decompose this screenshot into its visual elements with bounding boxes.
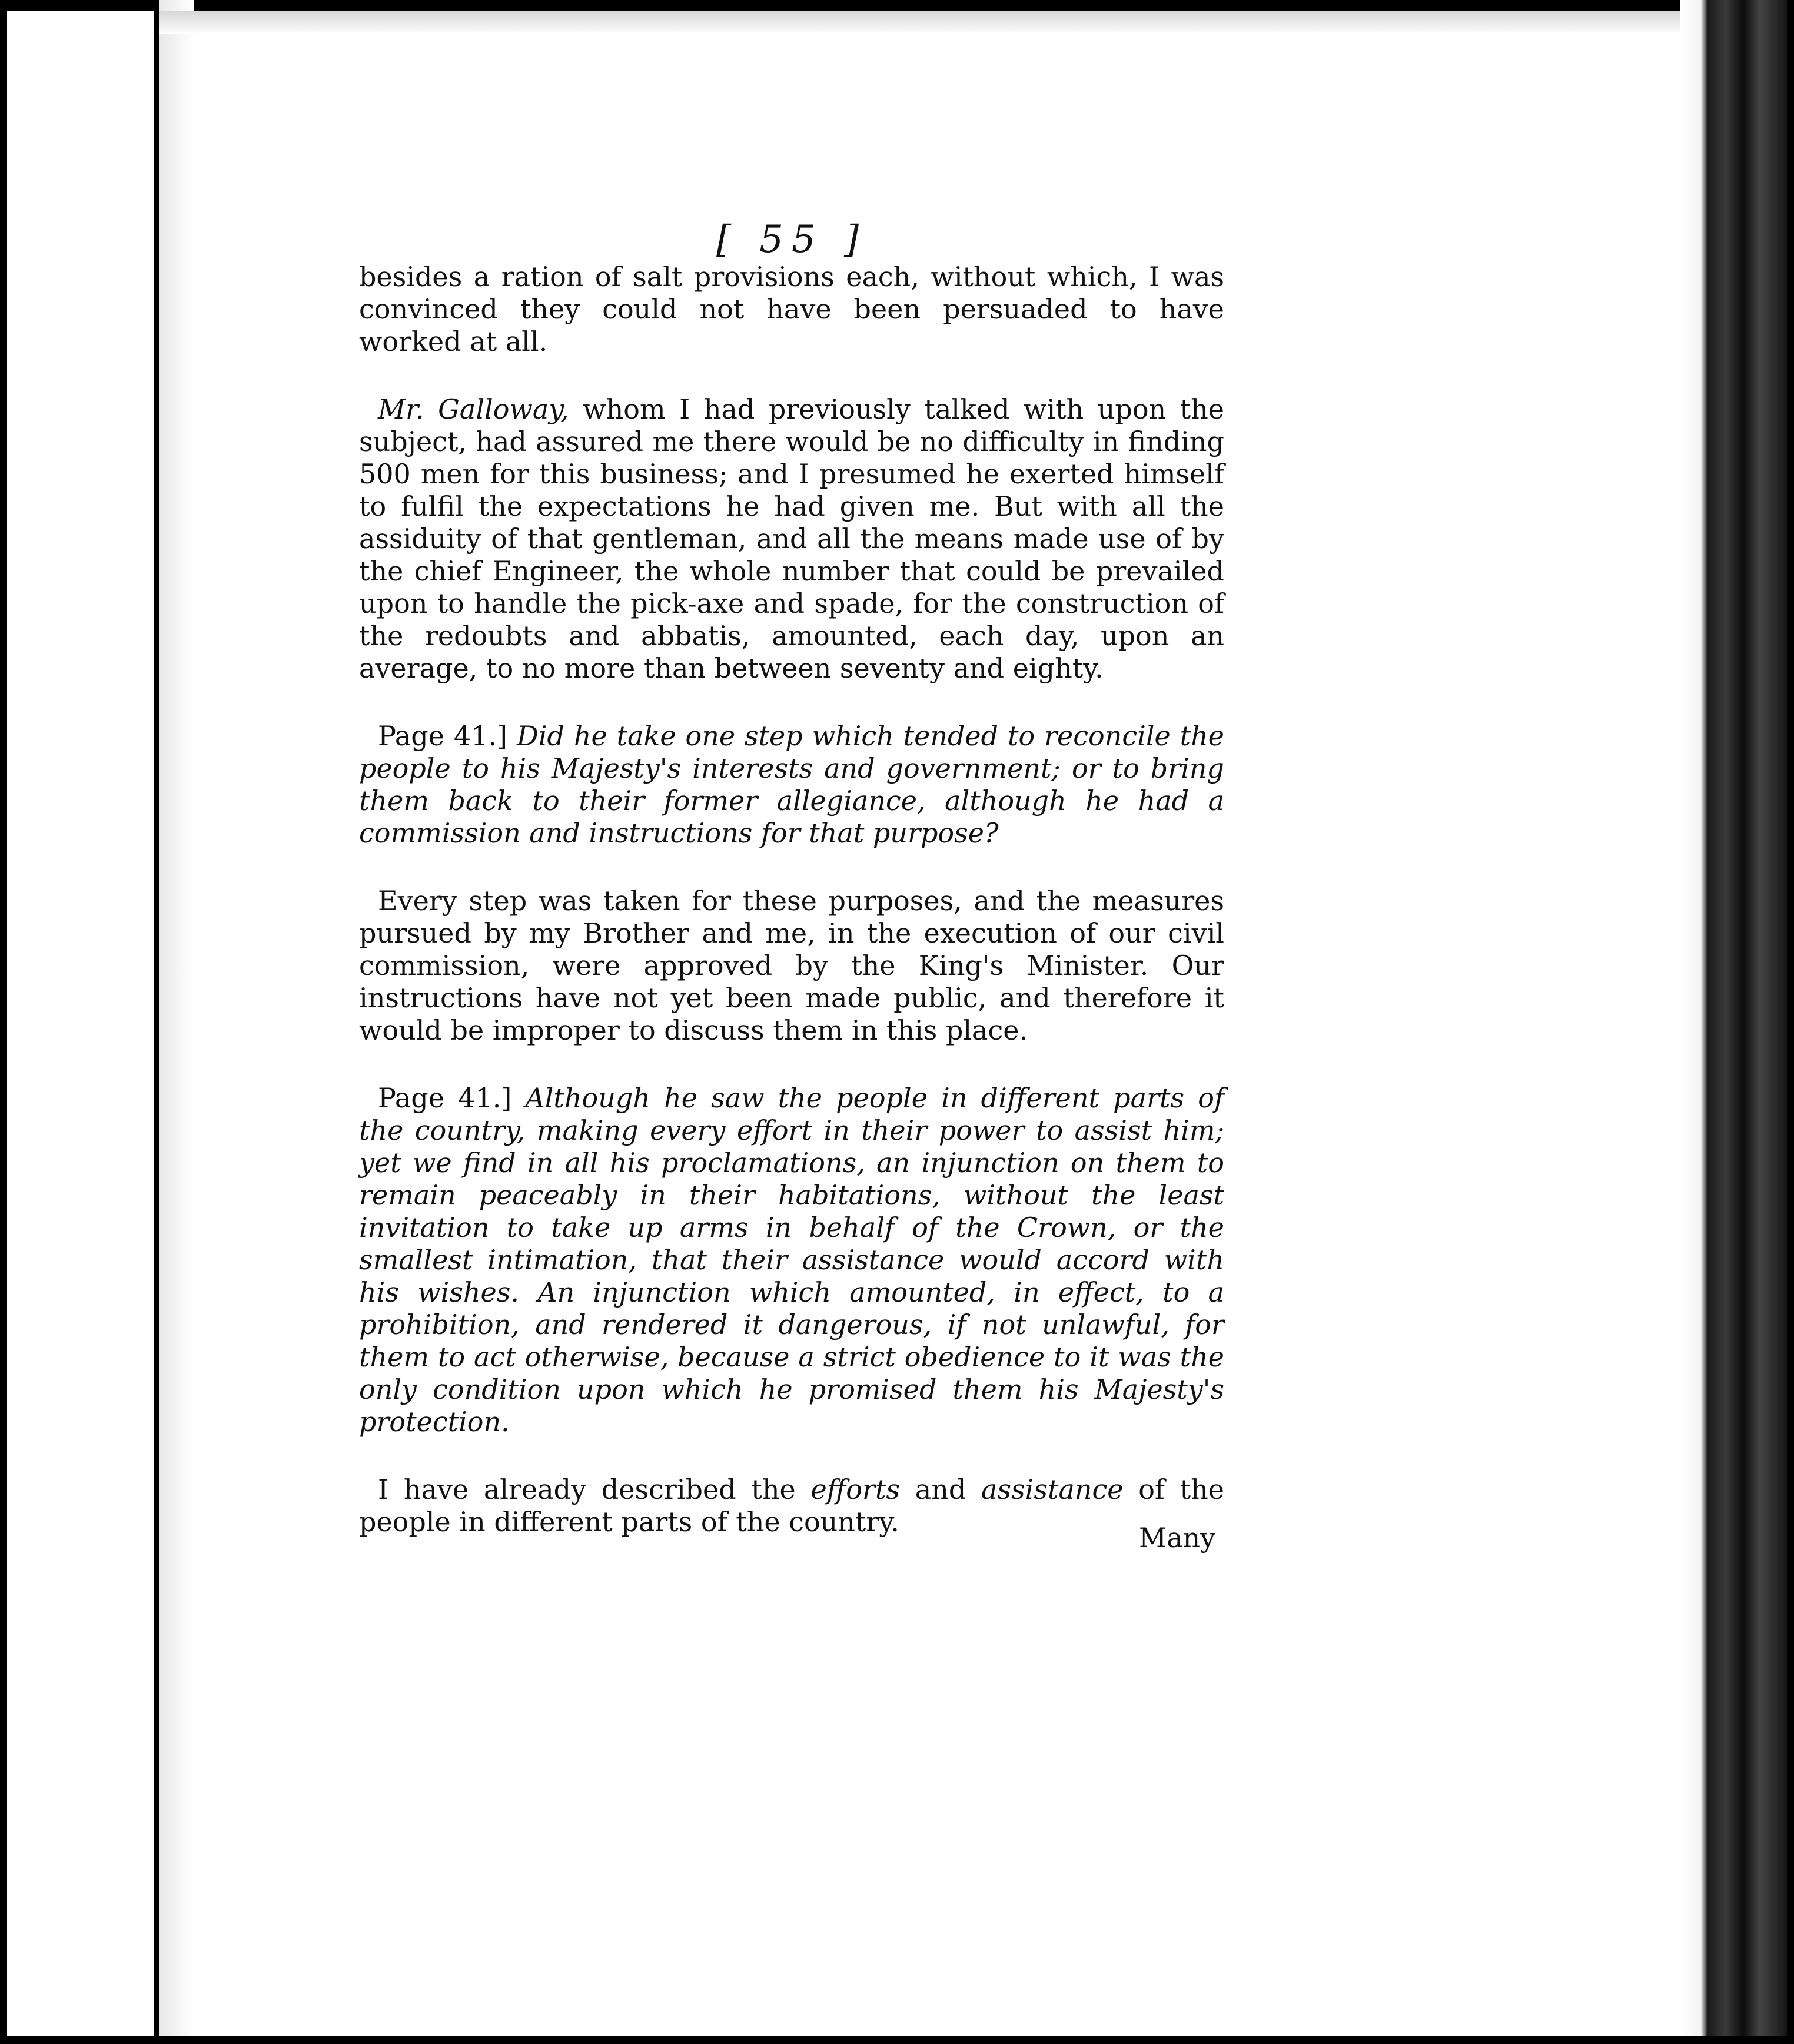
scan-border-left xyxy=(0,0,7,2044)
paragraph-4-part-1: I have already described the xyxy=(378,1474,811,1505)
paragraph-3-text: Every step was taken for these purposes, and the measures pursued by my Brother and me, in the execution of our civil commission, were approved by the King's Minister. Our instructions have not yet been made public, and therefore it would be improper to discuss them in this place. xyxy=(359,885,1224,1046)
paragraph-2-text: whom I had previously talked with upon the subject, had assured me there would be no difficulty in finding 500 men for this business; and I presumed he exerted himself to fulfil the expectations he had given me. But with all the assiduity of that gentleman, and all the means made use of by the chief Engineer, the whole number that could be prevailed upon to handle the pick-axe and spade, for the construction of the redoubts and abbatis, amounted, each day, upon an average, to no more than between seventy and eighty. xyxy=(359,393,1225,684)
scan-border-bottom xyxy=(0,2036,1794,2044)
paragraph-2 xyxy=(359,393,1224,685)
catchword: Many xyxy=(1139,1522,1216,1554)
book-edge xyxy=(1680,0,1794,2044)
scan-border-right xyxy=(1787,0,1794,2044)
page-number: [ 55 ] xyxy=(716,218,868,261)
quote-2 xyxy=(359,1082,1224,1438)
paragraph-4 xyxy=(359,1474,1224,1538)
quote-1 xyxy=(359,720,1224,850)
paragraph-1-text: besides a ration of salt provisions each, without which, I was convinced they could not have been persuaded to have worked at all. xyxy=(359,261,1224,357)
page-body xyxy=(359,218,1225,1574)
gutter-line xyxy=(154,0,159,2044)
paragraph-3 xyxy=(359,885,1224,1047)
paragraph-4-part-2: efforts xyxy=(810,1474,901,1505)
paragraph-4-part-5: of the people in different parts of the country. xyxy=(359,1474,1224,1538)
quote-1-text: Did he take one step which tended to reconcile the people to his Majesty's interests and government; or to bring them back to their former allegiance, although he had a commission and instructions for that purpose? xyxy=(359,720,1225,849)
quote-1-reference: Page 41.] xyxy=(378,720,507,752)
paragraph-4-part-4: assistance xyxy=(981,1474,1124,1505)
quote-2-text: Although he saw the people in different parts of the country, making every effort in their power to assist him; yet we find in all his proclamations, an injunction on them to remain peaceably in their habitations, without the least invitation to take up arms in behalf of the Crown, or the smallest intimation, that their assistance would accord with his wishes. An injunction which amounted, in effect, to a prohibition, and rendered it dangerous, if not unlawful, for them to act otherwise, because a strict obedience to it was the only condition upon which he promised them his Majesty's protection. xyxy=(359,1082,1224,1438)
paragraph-2-lead: Mr. Galloway, xyxy=(378,393,569,425)
paragraph-1 xyxy=(359,261,1224,358)
top-shadow xyxy=(159,11,1683,34)
quote-2-reference: Page 41.] xyxy=(378,1082,512,1114)
scan-border-top xyxy=(0,0,1794,11)
fold-shadow xyxy=(159,0,194,2044)
paragraph-4-part-3: and xyxy=(900,1474,981,1505)
